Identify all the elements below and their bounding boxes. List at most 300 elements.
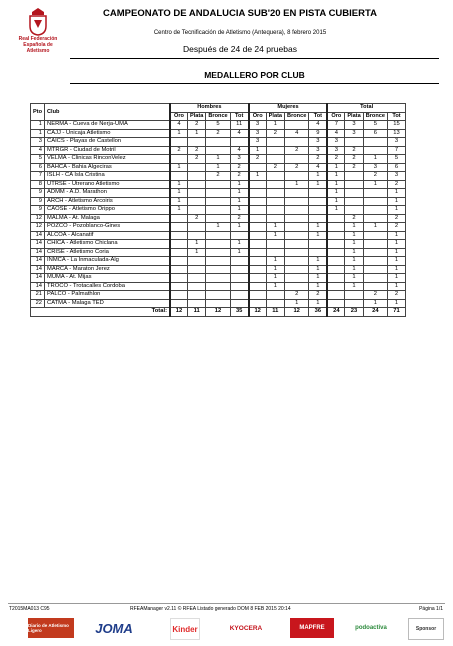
group-mujeres: Mujeres [249,104,328,113]
medal-count-cell: 1 [327,206,345,215]
club-cell: MALMA - At. Malaga [45,214,171,223]
medal-count-cell [206,146,230,155]
medal-count-cell: 1 [345,274,363,283]
medal-count-cell [285,257,309,266]
table-row [31,138,406,147]
medal-count-cell: 1 [327,172,345,181]
medal-count-cell [309,214,328,223]
medal-count-cell: 2 [285,291,309,300]
medal-count-cell: 3 [249,138,267,147]
medal-count-cell: 2 [345,163,363,172]
col-plata: Plata [266,112,284,121]
medal-count-cell: 3 [363,163,387,172]
medal-count-cell [170,257,188,266]
medal-count-cell [327,299,345,308]
table-row [31,214,406,223]
medal-count-cell [230,265,249,274]
medal-count-cell: 1 [285,299,309,308]
medal-count-cell: 3 [309,146,328,155]
medal-count-cell [266,240,284,249]
medal-count-cell: 1 [266,223,284,232]
rank-cell: 9 [31,189,45,198]
medal-count-cell [206,257,230,266]
rank-cell: 12 [31,223,45,232]
club-cell: MUMA - At. Mijas [45,274,171,283]
medal-count-cell [285,265,309,274]
medal-count-cell [363,206,387,215]
col-tot: Tot [230,112,249,121]
medal-count-cell [309,206,328,215]
medal-count-cell [327,265,345,274]
total-cell: 12 [285,308,309,317]
medal-count-cell [188,265,206,274]
medal-count-cell: 1 [170,129,188,138]
medal-count-cell [249,282,267,291]
rank-cell: 1 [31,129,45,138]
medal-count-cell: 1 [230,180,249,189]
medal-count-cell: 2 [345,214,363,223]
medal-count-cell: 1 [309,223,328,232]
col-plata: Plata [188,112,206,121]
medal-count-cell [266,146,284,155]
medal-count-cell [230,257,249,266]
section-title: MEDALLERO POR CLUB [204,70,305,80]
club-cell: INMCA - La Inmaculada-Alg [45,257,171,266]
medal-count-cell: 1 [170,189,188,198]
medal-count-cell: 6 [387,163,405,172]
club-cell: PALCO - Palmathlon [45,291,171,300]
medal-count-cell: 1 [309,265,328,274]
medal-count-cell [249,180,267,189]
medal-count-cell [206,206,230,215]
medal-count-cell: 1 [309,282,328,291]
rank-cell: 3 [31,138,45,147]
medal-count-cell [327,231,345,240]
col-bronce: Bronce [206,112,230,121]
medal-count-cell [285,138,309,147]
medal-count-cell [170,248,188,257]
medal-count-cell [266,172,284,181]
medal-count-cell: 3 [387,172,405,181]
medal-count-cell: 7 [327,121,345,130]
club-cell: ADMM - A.D. Marathon [45,189,171,198]
medal-count-cell: 1 [249,146,267,155]
medal-count-cell: 9 [309,129,328,138]
sponsor-bar [28,618,448,640]
table-row [31,240,406,249]
medal-count-cell [285,274,309,283]
medal-count-cell: 5 [363,121,387,130]
medal-count-cell: 1 [230,240,249,249]
total-cell: 12 [170,308,188,317]
sponsor-logo: Sponsor [408,618,444,640]
table-row [31,248,406,257]
medal-count-cell [249,206,267,215]
medal-count-cell: 1 [345,248,363,257]
medal-count-cell: 5 [387,155,405,164]
medal-count-cell [206,180,230,189]
medal-count-cell [266,214,284,223]
medal-count-cell: 2 [363,172,387,181]
medal-count-cell [188,172,206,181]
medal-count-cell: 5 [206,121,230,130]
page-number: Página 1/1 [419,606,443,612]
medal-count-cell [345,138,363,147]
medal-count-cell: 2 [230,163,249,172]
medal-count-cell [188,206,206,215]
medal-count-cell: 2 [206,172,230,181]
medal-count-cell: 4 [230,129,249,138]
total-cell: 24 [327,308,345,317]
rank-cell: 14 [31,274,45,283]
sponsor-logo: podoactiva [355,625,387,631]
rank-cell: 9 [31,197,45,206]
medal-count-cell: 2 [345,155,363,164]
medal-count-cell: 1 [327,189,345,198]
medal-count-cell [230,138,249,147]
medal-count-cell [170,299,188,308]
medal-count-cell: 1 [345,257,363,266]
table-row [31,189,406,198]
medal-count-cell [206,291,230,300]
col-oro: Oro [249,112,267,121]
medal-count-cell [206,231,230,240]
medal-count-cell: 2 [249,155,267,164]
medal-count-cell [206,138,230,147]
medal-count-cell [363,189,387,198]
medal-count-cell: 1 [266,274,284,283]
table-row [31,223,406,232]
medal-count-cell: 1 [230,189,249,198]
rank-cell: 14 [31,257,45,266]
medal-count-cell [285,214,309,223]
medal-count-cell: 1 [387,240,405,249]
medal-count-cell [249,274,267,283]
medal-count-cell: 1 [363,155,387,164]
medal-count-cell: 3 [327,138,345,147]
medal-count-cell: 1 [188,248,206,257]
events-progress: Después de 24 de 24 pruebas [183,44,297,54]
medal-count-cell [170,138,188,147]
medal-count-cell [285,206,309,215]
table-row [31,121,406,130]
medal-count-cell [170,223,188,232]
medal-count-cell: 2 [309,155,328,164]
medal-count-cell: 4 [327,129,345,138]
medal-count-cell [249,231,267,240]
medal-count-cell: 1 [387,299,405,308]
medal-count-cell [188,282,206,291]
medal-count-cell [188,163,206,172]
medal-count-cell: 2 [285,163,309,172]
rank-cell: 14 [31,231,45,240]
medal-count-cell: 1 [170,206,188,215]
medal-count-cell [363,146,387,155]
medal-count-cell [188,138,206,147]
table-row [31,155,406,164]
medal-count-cell: 1 [309,274,328,283]
medal-count-cell: 2 [285,146,309,155]
medal-count-cell: 1 [309,257,328,266]
table-row [31,197,406,206]
medal-count-cell [327,214,345,223]
table-row [31,129,406,138]
club-cell: MTRGR - Ciudad de Motril [45,146,171,155]
medal-count-cell [345,189,363,198]
medal-count-cell: 1 [387,265,405,274]
medal-count-cell [249,223,267,232]
medal-count-cell [345,172,363,181]
medal-count-cell: 3 [249,121,267,130]
medal-count-cell [345,299,363,308]
medal-count-cell [249,291,267,300]
medal-count-cell [285,189,309,198]
medal-count-cell [327,223,345,232]
club-cell: TROCO - Trotacalles Cordoba [45,282,171,291]
group-hombres: Hombres [170,104,249,113]
medal-count-cell: 1 [230,206,249,215]
medal-count-cell [170,214,188,223]
table-row [31,282,406,291]
medal-count-cell [206,274,230,283]
table-row [31,180,406,189]
medal-count-cell: 1 [345,231,363,240]
medal-count-cell: 2 [387,180,405,189]
total-cell: 23 [345,308,363,317]
medal-count-cell: 1 [387,189,405,198]
medal-count-cell [363,197,387,206]
rank-cell: 1 [31,121,45,130]
medal-count-cell: 2 [188,146,206,155]
medal-count-cell [285,248,309,257]
medal-count-cell [230,282,249,291]
total-cell: 35 [230,308,249,317]
medal-count-cell: 1 [188,129,206,138]
total-cell: 36 [309,308,328,317]
medal-count-cell [170,265,188,274]
club-cell: CHICA - Atletismo Chiclana [45,240,171,249]
col-club: Club [45,104,171,121]
medal-count-cell: 1 [230,248,249,257]
medal-count-cell [170,291,188,300]
page-title: CAMPEONATO DE ANDALUCIA SUB'20 EN PISTA CUBIERTA [103,8,377,19]
club-cell: ARCH - Atletismo Arcoiris [45,197,171,206]
medal-count-cell [309,248,328,257]
medal-count-cell: 2 [170,146,188,155]
club-cell: POZCO - Pozoblanco-Gines [45,223,171,232]
medal-count-cell [285,197,309,206]
rank-cell: 14 [31,265,45,274]
medal-count-cell: 1 [363,299,387,308]
total-cell: 12 [249,308,267,317]
medal-count-cell: 3 [327,146,345,155]
table-row [31,206,406,215]
medal-count-cell: 7 [387,146,405,155]
medal-count-cell: 4 [230,146,249,155]
medal-count-cell [285,240,309,249]
total-cell: 24 [363,308,387,317]
medal-count-cell: 1 [188,240,206,249]
table-row [31,163,406,172]
medal-count-cell [327,257,345,266]
medal-count-cell [363,257,387,266]
medal-count-cell [249,197,267,206]
medal-count-cell: 13 [387,129,405,138]
medal-count-cell: 4 [309,163,328,172]
club-cell: UTRSE - Utrerano Atletismo [45,180,171,189]
medal-count-cell: 2 [188,155,206,164]
medal-count-cell [206,189,230,198]
medal-count-cell [188,189,206,198]
medal-count-cell [285,155,309,164]
medal-count-cell: 3 [230,155,249,164]
medal-count-cell: 2 [387,214,405,223]
medal-count-cell: 1 [387,197,405,206]
table-row [31,231,406,240]
medal-count-cell: 1 [309,172,328,181]
medal-count-cell: 3 [345,121,363,130]
sponsor-logo: JOMA [95,620,133,636]
medal-count-cell [170,155,188,164]
medal-count-cell [345,197,363,206]
document-code: T2015MA013 C95 [9,606,50,612]
medal-count-cell: 1 [345,223,363,232]
club-cell: CATMA - Malaga TED [45,299,171,308]
club-cell: CAICS - Playas de Castellon [45,138,171,147]
rank-cell: 8 [31,180,45,189]
medal-count-cell [285,121,309,130]
sponsor-logo: KYOCERA [229,624,263,632]
col-plata: Plata [345,112,363,121]
rank-cell: 7 [31,172,45,181]
medal-count-cell: 2 [230,172,249,181]
medal-count-cell [266,180,284,189]
club-cell: VELMA - Clinicas RinconVelez [45,155,171,164]
medal-table [30,103,406,317]
col-oro: Oro [170,112,188,121]
medal-count-cell: 1 [387,248,405,257]
medal-count-cell [188,223,206,232]
medal-count-cell [249,240,267,249]
medal-count-cell [170,274,188,283]
medal-count-cell: 1 [266,257,284,266]
medal-count-cell [206,240,230,249]
table-row [31,299,406,308]
medal-count-cell: 2 [206,129,230,138]
rank-cell: 12 [31,214,45,223]
medal-count-cell [285,282,309,291]
medal-count-cell: 1 [170,180,188,189]
medal-count-cell: 1 [206,155,230,164]
medal-count-cell [206,197,230,206]
total-cell: 11 [188,308,206,317]
medal-count-cell [266,248,284,257]
medal-count-cell [266,291,284,300]
medal-count-cell: 2 [188,121,206,130]
medal-count-cell: 3 [345,129,363,138]
table-row [31,146,406,155]
medal-count-cell: 2 [345,146,363,155]
medal-count-cell [206,248,230,257]
medal-count-cell [188,291,206,300]
total-cell: 12 [206,308,230,317]
medal-count-cell [249,248,267,257]
rank-cell: 5 [31,155,45,164]
medal-count-cell: 1 [309,299,328,308]
medal-count-cell: 1 [266,121,284,130]
medal-count-cell [170,231,188,240]
divider [70,58,439,59]
medal-count-cell [285,231,309,240]
rank-cell: 14 [31,282,45,291]
medal-count-cell [266,299,284,308]
medal-count-cell [345,180,363,189]
medal-count-cell [309,189,328,198]
total-label: Total: [31,308,171,317]
club-cell: CAOSE - Atletismo Orippo [45,206,171,215]
total-cell: 11 [266,308,284,317]
medal-count-cell: 1 [363,223,387,232]
medal-count-cell [249,163,267,172]
medal-count-cell: 1 [170,163,188,172]
totals-row [31,308,406,317]
medal-count-cell [188,231,206,240]
medal-count-cell [363,282,387,291]
medal-count-cell [206,299,230,308]
medal-count-cell [363,231,387,240]
medal-count-cell: 1 [206,163,230,172]
medal-count-cell [249,299,267,308]
rank-cell: 22 [31,299,45,308]
medal-count-cell [230,231,249,240]
medal-count-cell: 1 [387,274,405,283]
medal-count-cell [327,248,345,257]
medal-count-cell [188,180,206,189]
federation-name: Real Federación Española de Atletismo [18,36,58,54]
medal-count-cell [363,214,387,223]
medal-count-cell [170,172,188,181]
medal-count-cell: 1 [309,180,328,189]
medal-count-cell [345,291,363,300]
medal-count-cell [249,214,267,223]
medal-count-cell [266,189,284,198]
col-tot: Tot [309,112,328,121]
medal-count-cell: 1 [230,197,249,206]
col-bronce: Bronce [363,112,387,121]
medal-count-cell: 2 [230,214,249,223]
medal-count-cell [188,257,206,266]
sponsor-logo: Diario de Atletismo Ligero [28,618,74,638]
medal-count-cell [188,197,206,206]
medal-count-cell: 1 [327,163,345,172]
divider [70,83,439,84]
medal-count-cell [266,155,284,164]
medal-count-cell [327,282,345,291]
club-cell: NERMA - Cueva de Nerja-UMA [45,121,171,130]
medal-count-cell [206,214,230,223]
medal-count-cell [285,172,309,181]
medal-count-cell: 1 [387,206,405,215]
club-cell: CRISE - Atletismo Coria [45,248,171,257]
medal-count-cell: 1 [327,197,345,206]
medal-count-cell: 2 [266,129,284,138]
medal-count-cell: 3 [249,129,267,138]
medal-count-cell [309,197,328,206]
medal-count-cell: 2 [309,291,328,300]
table-row [31,274,406,283]
medal-count-cell: 1 [249,172,267,181]
medal-count-cell [285,223,309,232]
